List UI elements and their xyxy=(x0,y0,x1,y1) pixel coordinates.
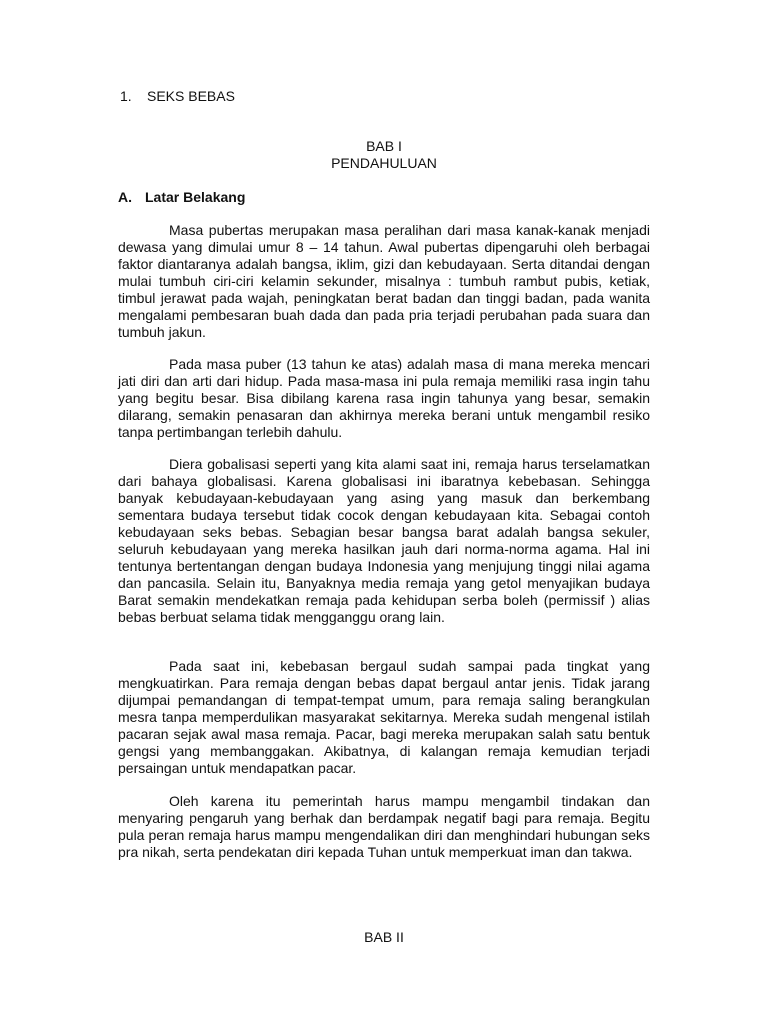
chapter-2-label: BAB II xyxy=(364,929,404,945)
paragraph-4: Pada saat ini, kebebasan bergaul sudah sampai pada tingkat yang mengkuatirkan. Para remaja dengan bebas dapat bergaul antar jenis. Tidak jarang dijumpai pemandangan di tempat-tempat umum, para remaja saling berangkulan mesra tanpa memperdulikan masyarakat sekitarnya. Mereka sudah mengenal istilah pacaran sejak awal masa remaja. Pacar, bagi mereka merupakan salah satu bentuk gengsi yang membanggakan. Akibatnya, di kalangan remaja kemudian terjadi persaingan untuk mendapatkan pacar. xyxy=(118,658,650,776)
section-a-letter: A. xyxy=(118,189,132,205)
paragraph-1: Masa pubertas merupakan masa peralihan dari masa kanak-kanak menjadi dewasa yang dimulai umur 8 – 14 tahun. Awal pubertas dipengaruhi oleh berbagai faktor diantaranya adalah bangsa, iklim, gizi dan kebudayaan. Serta ditandai dengan mulai tumbuh ciri-ciri kelamin sekunder, misalnya : tumbuh rambut pubis, ketiak, timbul jerawat pada wajah, peningkatan berat badan dan tinggi badan, pada wanita mengalami pembesaran buah dada dan pada pria terjadi perubahan pada suara dan tumbuh jakun. xyxy=(118,222,650,340)
section-a-title: Latar Belakang xyxy=(145,189,246,205)
list-heading-number: 1. xyxy=(120,88,132,104)
section-a-heading xyxy=(118,189,245,206)
chapter-2-heading xyxy=(118,929,650,946)
paragraph-2: Pada masa puber (13 tahun ke atas) adalah masa di mana mereka mencari jati diri dan arti dari hidup. Pada masa-masa ini pula remaja memiliki rasa ingin tahu yang begitu besar. Bisa dibilang karena rasa ingin tahunya yang besar, semakin dilarang, semakin penasaran dan akhirnya mereka berani untuk mengambil resiko tanpa pertimbangan terlebih dahulu. xyxy=(118,356,650,440)
paragraph-5: Oleh karena itu pemerintah harus mampu mengambil tindakan dan menyaring pengaruh yang berhak dan berdampak negatif bagi para remaja. Begitu pula peran remaja harus mampu mengendalikan diri dan menghindari hubungan seks pra nikah, serta pendekatan diri kepada Tuhan untuk memperkuat iman dan takwa. xyxy=(118,793,650,860)
chapter-1-label: BAB I xyxy=(366,138,402,154)
chapter-1-title: PENDAHULUAN xyxy=(331,155,437,171)
list-heading xyxy=(120,88,235,105)
paragraph-3: Diera gobalisasi seperti yang kita alami saat ini, remaja harus terselamatkan dari bahaya globalisasi. Karena globalisasi ini ibaratnya kebebasan. Sehingga banyak kebudayaan-kebudayaan yang asing yang masuk dan berkembang sementara budaya tersebut tidak cocok dengan kebudayaan kita. Sebagai contoh kebudayaan seks bebas. Sebagian besar bangsa barat adalah bangsa sekuler, seluruh kebudayaan yang mereka hasilkan jauh dari norma-norma agama. Hal ini tentunya bertentangan dengan budaya Indonesia yang menjujung tinggi nilai agama dan pancasila. Selain itu, Banyaknya media remaja yang getol menyajikan budaya Barat semakin mendekatkan remaja pada kehidupan serba boleh (permissif ) alias bebas berbuat selama tidak mengganggu orang lain. xyxy=(118,456,650,625)
chapter-1-heading xyxy=(118,138,650,172)
list-heading-text: SEKS BEBAS xyxy=(147,88,235,104)
